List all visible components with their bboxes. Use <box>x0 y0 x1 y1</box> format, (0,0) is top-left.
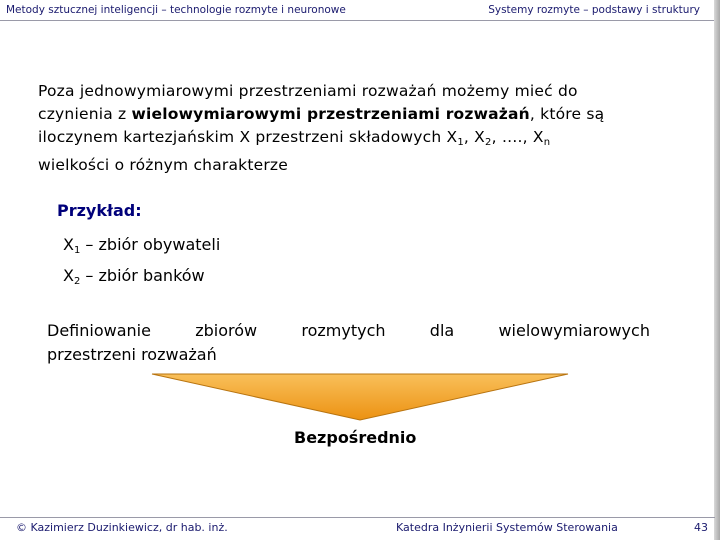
definition-line-1 <box>47 321 650 340</box>
definition-word-4: dla <box>429 321 455 340</box>
result-label: Bezpośrednio <box>294 428 417 447</box>
intro-line-3-dots: , …., X <box>491 128 544 146</box>
item-2-subscript: 2 <box>73 276 81 287</box>
subscript-n: n <box>543 137 551 148</box>
intro-line-4: wielkości o różnym charakterze <box>38 156 288 174</box>
example-item-2 <box>63 266 205 287</box>
intro-line-2 <box>38 103 662 126</box>
footer-divider <box>0 517 715 518</box>
header-section-title: Systemy rozmyte – podstawy i struktury <box>488 4 700 16</box>
example-item-1 <box>63 235 220 256</box>
header-divider <box>0 20 715 21</box>
intro-line-3-text: iloczynem kartezjańskim X przestrzeni składowych X <box>38 128 458 146</box>
definition-line-2: przestrzeni rozważań <box>47 345 217 364</box>
intro-line-1: Poza jednowymiarowymi przestrzeniami rozważań możemy mieć do <box>38 82 578 100</box>
intro-line-3 <box>38 126 662 154</box>
intro-line-3-mid: , X <box>463 128 485 146</box>
header-course-title: Metody sztucznej inteligencji – technologie rozmyte i neuronowe <box>6 4 346 16</box>
intro-line-2-end: , które są <box>529 105 605 123</box>
subscript-2: 2 <box>485 137 492 148</box>
slide-edge-shadow <box>714 0 720 540</box>
intro-line-2-start: czynienia z <box>38 105 132 123</box>
item-1-text: – zbiór obywateli <box>80 235 221 254</box>
definition-word-5: wielowymiarowych <box>498 321 650 340</box>
footer-department: Katedra Inżynierii Systemów Sterowania <box>396 521 618 534</box>
footer-author: © Kazimierz Duzinkiewicz, dr hab. inż. <box>16 521 228 534</box>
page-number: 43 <box>694 521 708 534</box>
intro-emphasis: wielowymiarowymi przestrzeniami rozważań <box>131 105 530 123</box>
subscript-1: 1 <box>457 137 464 148</box>
intro-paragraph <box>38 80 662 177</box>
definition-word-3: rozmytych <box>301 321 386 340</box>
definition-word-2: zbiorów <box>195 321 258 340</box>
item-1-subscript: 1 <box>73 245 81 256</box>
item-2-variable: X <box>63 266 74 285</box>
down-arrow-triangle <box>150 372 570 422</box>
item-1-variable: X <box>63 235 74 254</box>
example-heading: Przykład: <box>57 201 142 220</box>
item-2-text: – zbiór banków <box>80 266 205 285</box>
definition-word-1: Definiowanie <box>47 321 151 340</box>
